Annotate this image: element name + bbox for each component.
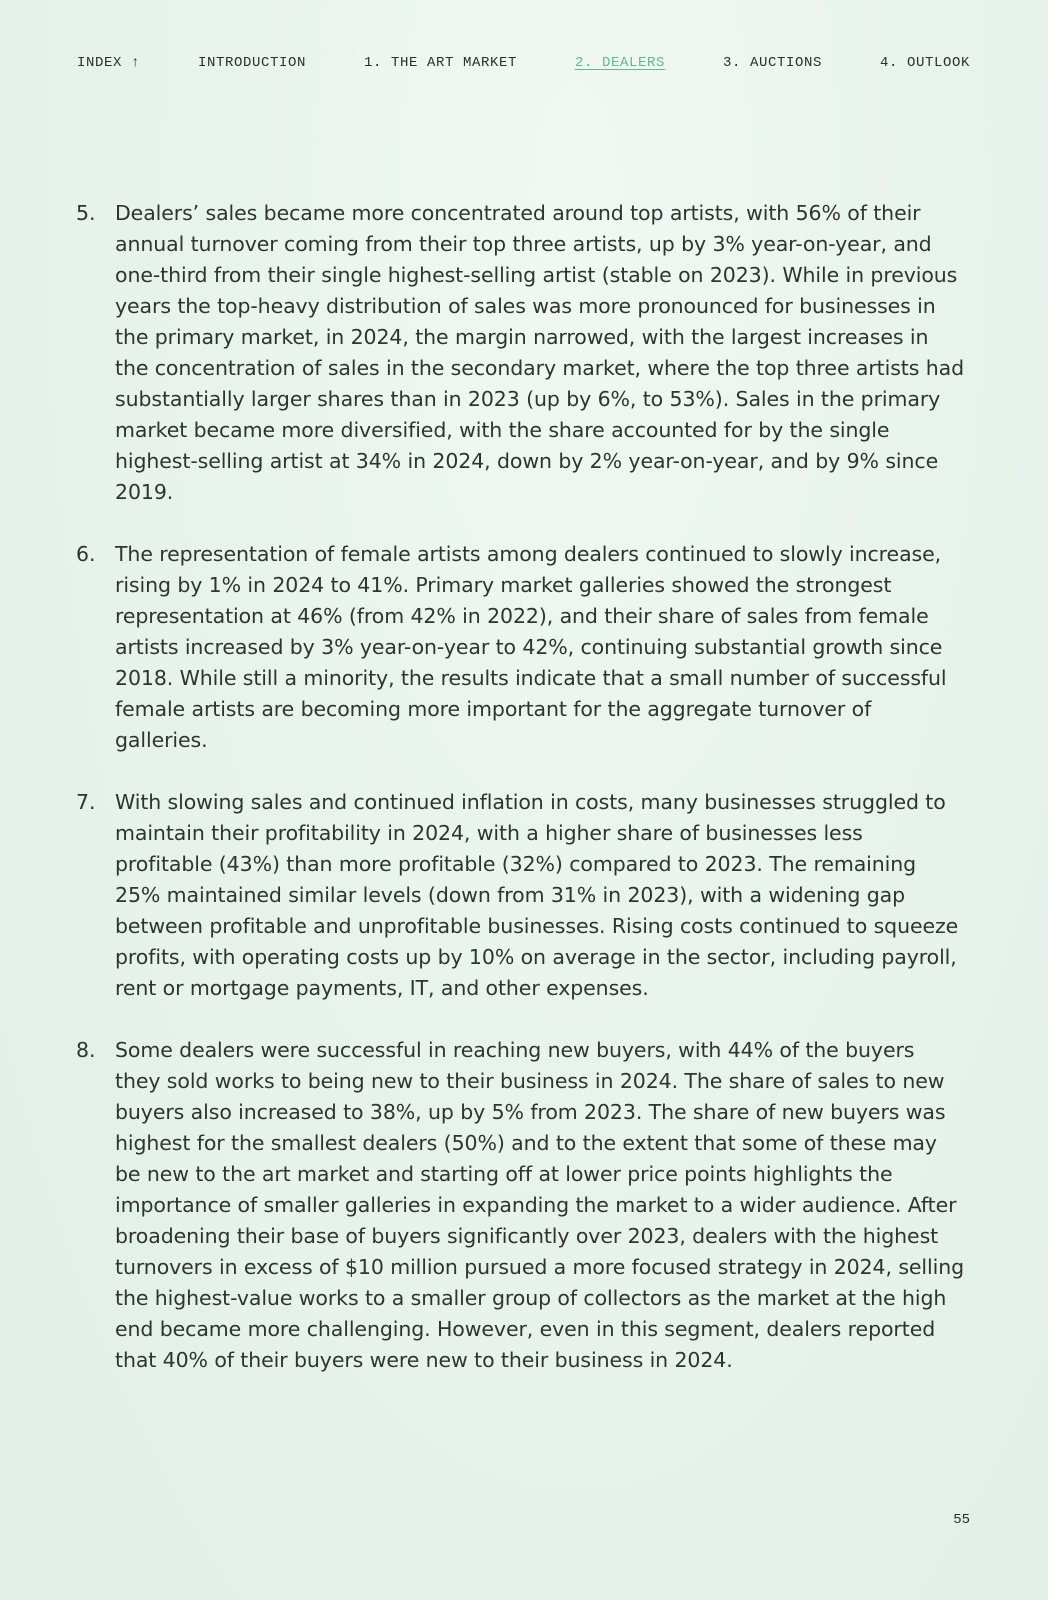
- finding-item: [76, 198, 966, 508]
- finding-text: Some dealers were successful in reaching new buyers, with 44% of the buyers they sold works to being new to their business in 2024. The share of sales to new buyers also increased to 38%, up by 5% from 2023. The share of new buyers was highest for the smallest dealers (50%) and to the extent that some of these may be new to the art market and starting off at lower price points highlights the importance of smaller galleries in expanding the market to a wider audience. After broadening their base of buyers significantly over 2023, dealers with the highest turnovers in excess of $10 million pursued a more focused strategy in 2024, selling the highest-value works to a smaller group of collectors as the market at the high end became more challenging. However, even in this segment, dealers reported that 40% of their buyers were new to their business in 2024.: [115, 1038, 965, 1372]
- nav-dealers-link[interactable]: 2. DEALERS: [574, 55, 665, 71]
- nav-auctions-link[interactable]: 3. AUCTIONS: [722, 55, 822, 71]
- finding-item: [76, 1035, 966, 1376]
- nav-art-market-link[interactable]: 1. THE ART MARKET: [363, 55, 518, 71]
- nav-introduction-link[interactable]: INTRODUCTION: [197, 55, 307, 71]
- nav-index-link[interactable]: INDEX ↑: [77, 55, 141, 71]
- finding-text: With slowing sales and continued inflation in costs, many businesses struggled to maintain their profitability in 2024, with a higher share of businesses less profitable (43%) than more profitable (32%) compared to 2023. The remaining 25% maintained similar levels (down from 31% in 2023), with a widening gap between profitable and unprofitable businesses. Rising costs continued to squeeze profits, with operating costs up by 10% on average in the sector, including payroll, rent or mortgage payments, IT, and other expenses.: [115, 790, 959, 1000]
- finding-number: 8.: [76, 1038, 96, 1062]
- finding-item: [76, 787, 966, 1004]
- finding-number: 7.: [76, 790, 96, 814]
- finding-number: 6.: [76, 542, 96, 566]
- finding-text: Dealers’ sales became more concentrated around top artists, with 56% of their annual turnover coming from their top three artists, up by 3% year-on-year, and one-third from their single highest-selling artist (stable on 2023). While in previous years the top-heavy distribution of sales was more pronounced for businesses in the primary market, in 2024, the margin narrowed, with the largest increases in the concentration of sales in the secondary market, where the top three artists had substantially larger shares than in 2023 (up by 6%, to 53%). Sales in the primary market became more diversified, with the share accounted for by the single highest-selling artist at 34% in 2024, down by 2% year-on-year, and by 9% since 2019.: [115, 201, 964, 504]
- nav-outlook-link[interactable]: 4. OUTLOOK: [879, 55, 970, 71]
- finding-number: 5.: [76, 201, 96, 225]
- finding-item: [76, 539, 966, 756]
- finding-text: The representation of female artists among dealers continued to slowly increase, rising by 1% in 2024 to 41%. Primary market galleries showed the strongest representation at 46% (from 42% in 2022), and their share of sales from female artists increased by 3% year-on-year to 42%, continuing substantial growth since 2018. While still a minority, the results indicate that a small number of successful female artists are becoming more important for the aggregate turnover of galleries.: [115, 542, 947, 752]
- section-nav: [77, 53, 970, 73]
- page-number: 55: [953, 1512, 970, 1528]
- numbered-findings-list: [76, 198, 966, 1376]
